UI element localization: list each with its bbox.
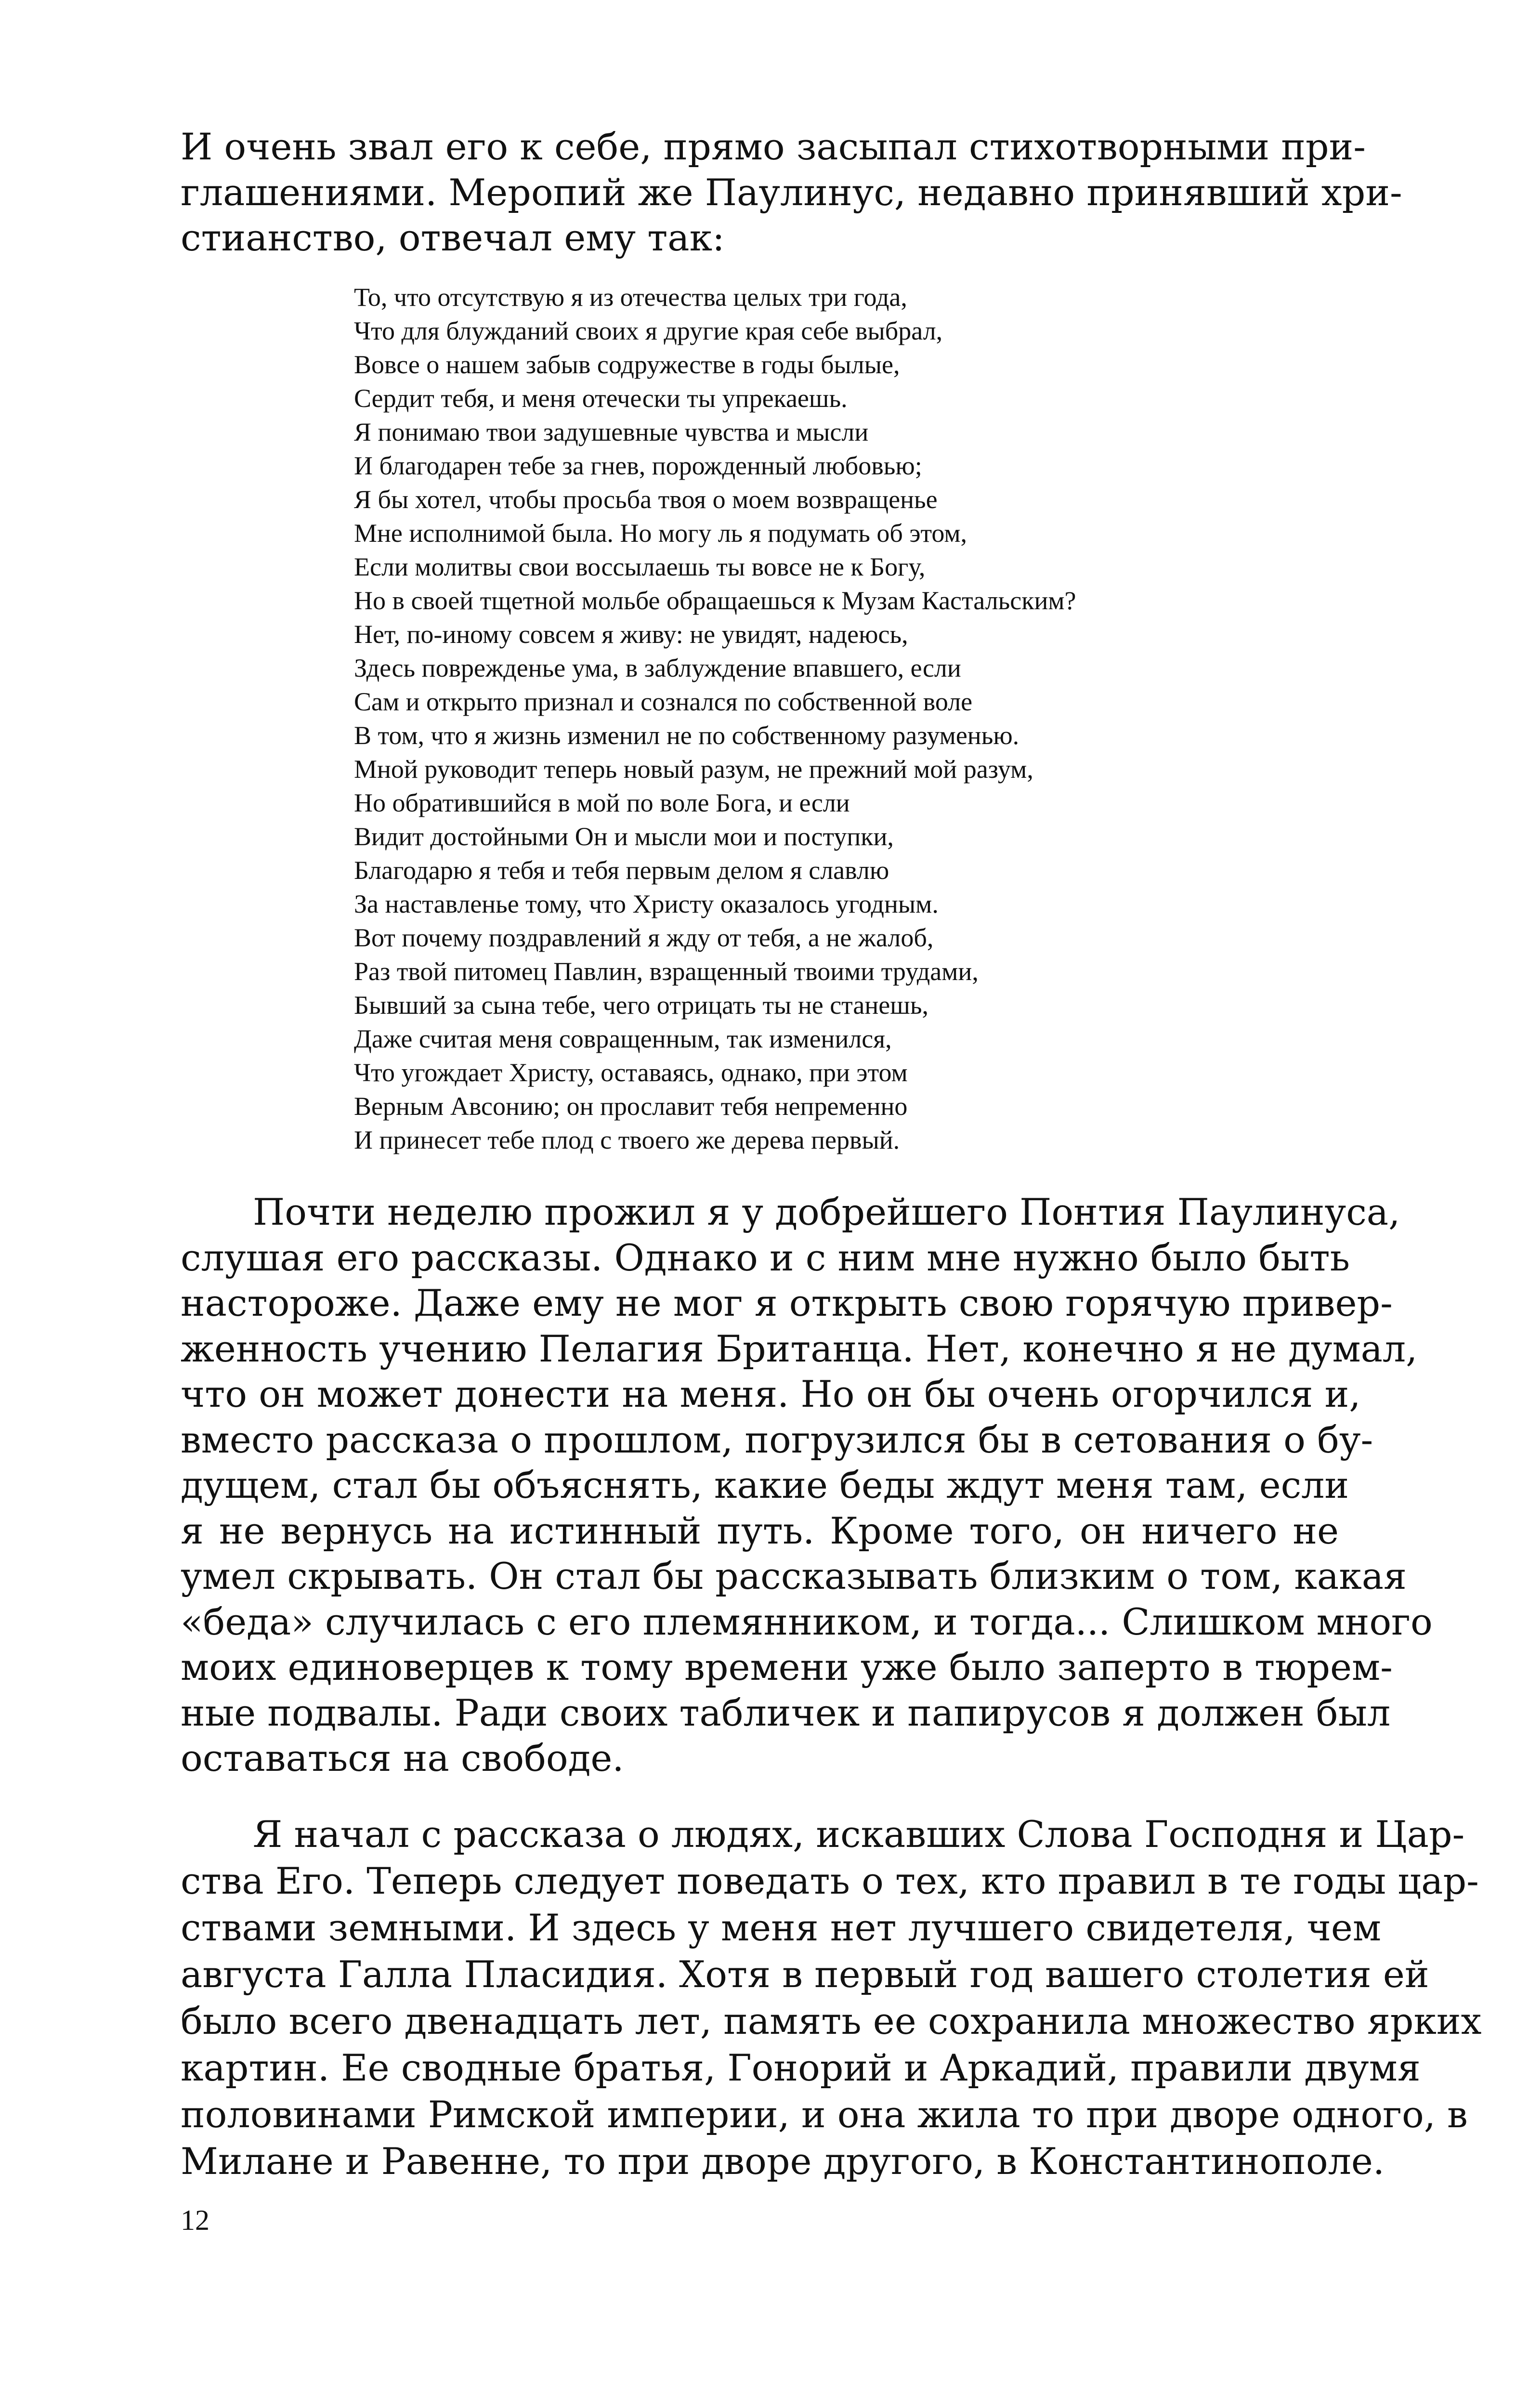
paragraph-line: слушая его рассказы. Однако и с ним мне нужно было быть [181,1236,1350,1279]
poem-line: Нет, по-иному совсем я живу: не увидят, надеюсь, [354,620,908,649]
paragraph-line: половинами Римской империи, и она жила то при дворе одного, в [181,2093,1468,2136]
paragraph-line: Милане и Равенне, то при дворе другого, в Константинополе. [181,2140,1385,2183]
poem-line: Если молитвы свои воссылаешь ты вовсе не к Богу, [354,552,926,581]
paragraph-line: умел скрывать. Он стал бы рассказывать близким о том, какая [181,1555,1407,1597]
poem-line: Что угождает Христу, оставаясь, однако, при этом [354,1058,908,1087]
paragraph-line: что он может донести на меня. Но он бы очень огорчился и, [181,1373,1361,1415]
paragraph-line: картин. Ее сводные братья, Гонорий и Аркадий, правили двумя [181,2046,1421,2089]
poem-line: Вовсе о нашем забыв содружестве в годы былые, [354,350,900,379]
paragraph-line: «беда» случилась с его племянником, и тогда... Слишком много [181,1600,1433,1643]
paragraph-line: дущем, стал бы объяснять, какие беды ждут меня там, если [181,1464,1349,1506]
poem-line: Я бы хотел, чтобы просьба твоя о моем возвращенье [354,485,938,514]
poem-line: Видит достойными Он и мысли мои и поступки, [354,822,894,851]
poem-line: Но в своей тщетной мольбе обращаешься к Музам Кастальским? [354,586,1076,615]
paragraph-line: ные подвалы. Ради своих табличек и папирусов я должен был [181,1691,1391,1734]
poem-line: Даже считая меня совращенным, так изменился, [354,1024,892,1053]
paragraph-line: Я начал с рассказа о людях, искавших Слова Господня и Цар- [253,1813,1465,1856]
poem-line: Я понимаю твои задушевные чувства и мысли [354,418,869,446]
poem-line: Благодарю я тебя и тебя первым делом я славлю [354,856,889,885]
poem-line: Что для блужданий своих я другие края себе выбрал, [354,316,943,345]
paragraph-line: настороже. Даже ему не мог я открыть свою горячую привер- [181,1282,1393,1324]
paragraph-line: августа Галла Пласидия. Хотя в первый год вашего столетия ей [181,1953,1429,1996]
poem-line: В том, что я жизнь изменил не по собственному разуменью. [354,721,1019,750]
paragraph-line: ствами земными. И здесь у меня нет лучшего свидетеля, чем [181,1906,1382,1949]
paragraph-line: женность учению Пелагия Британца. Нет, конечно я не думал, [181,1327,1418,1370]
poem-line: За наставленье тому, что Христу оказалось угодным. [354,890,939,918]
poem-line: То, что отсутствую я из отечества целых три года, [354,283,907,312]
poem-line: Мне исполнимой была. Но могу ль я подумать об этом, [354,519,967,548]
intro-line: глашениями. Меропий же Паулинус, недавно принявший хри- [181,170,1402,214]
poem-line: И принесет тебе плод с твоего же дерева первый. [354,1125,900,1154]
poem-line: Сам и открыто признал и сознался по собственной воле [354,687,973,716]
intro-line: стианство, отвечал ему так: [181,216,725,259]
paragraph-line: Почти неделю прожил я у добрейшего Понтия Паулинуса, [253,1191,1400,1233]
paragraph-line: я не вернусь на истинный путь. Кроме того, он ничего не [181,1509,1339,1552]
body-paragraph [181,1190,1433,1781]
intro-paragraph [181,124,1402,261]
poem-line: Вот почему поздравлений я жду от тебя, а не жалоб, [354,923,934,952]
body-paragraph [181,1811,1482,2185]
paragraph-line: ства Его. Теперь следует поведать о тех, кто правил в те годы цар- [181,1859,1479,1902]
page-number: 12 [181,2204,209,2236]
poem-line: Мной руководит теперь новый разум, не прежний мой разум, [354,755,1033,784]
poem-line: Верным Авсонию; он прославит тебя непременно [354,1092,908,1121]
paragraph-line: моих единоверцев к тому времени уже было заперто в тюрем- [181,1646,1393,1688]
intro-line: И очень звал его к себе, прямо засыпал стихотворными при- [181,125,1366,168]
poem-line: Раз твой питомец Павлин, взращенный твоими трудами, [354,957,979,986]
paragraph-line: оставаться на свободе. [181,1737,624,1780]
poem-line: Здесь поврежденье ума, в заблуждение впавшего, если [354,654,961,682]
poem-line: И благодарен тебе за гнев, порожденный любовью; [354,451,922,480]
paragraph-line: вместо рассказа о прошлом, погрузился бы в сетования о бу- [181,1418,1373,1461]
poem-line: Но обратившийся в мой по воле Бога, и если [354,788,850,817]
paragraph-line: было всего двенадцать лет, память ее сохранила множество ярких [181,2000,1482,2042]
poem [354,280,1351,1157]
poem-line: Сердит тебя, и меня отечески ты упрекаешь. [354,384,848,413]
poem-line: Бывший за сына тебе, чего отрицать ты не станешь, [354,991,928,1020]
